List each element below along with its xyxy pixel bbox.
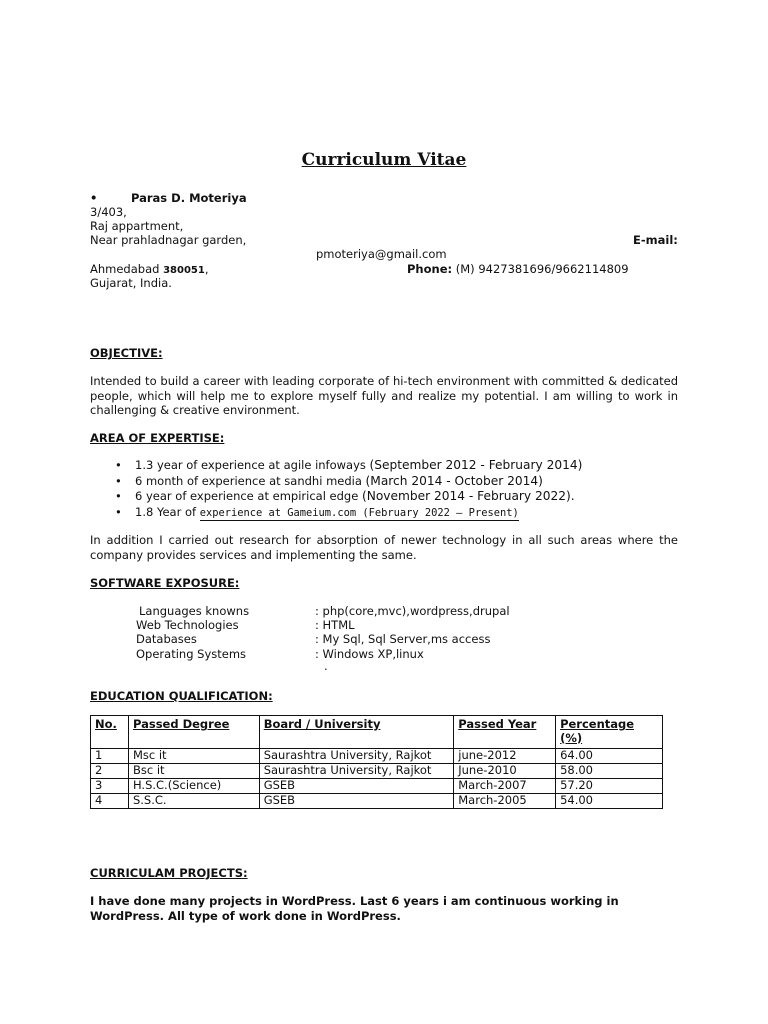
- list-item: • 6 month of experience at sandhi media (March 2014 - October 2014): [107, 474, 582, 490]
- objective-text: Intended to build a career with leading corporate of hi-tech environment with committed & dedicated people, which will help me to explore myself fully and realize my potential. I am willing to work in challenging & creative environment.: [90, 374, 678, 417]
- software-heading: SOFTWARE EXPOSURE:: [90, 576, 240, 590]
- table-cell: Saurashtra University, Rajkot: [259, 764, 454, 779]
- software-value: : Windows XP,linux: [315, 647, 424, 661]
- expertise-list: [107, 458, 582, 520]
- table-cell: Msc it: [128, 749, 259, 764]
- city-line: Ahmedabad 380051,: [90, 262, 209, 276]
- software-value: : php(core,mvc),wordpress,drupal: [315, 604, 510, 618]
- table-row: [91, 794, 663, 809]
- table-row: [91, 764, 663, 779]
- table-row: [91, 749, 663, 764]
- table-cell: H.S.C.(Science): [128, 779, 259, 794]
- software-value: : My Sql, Sql Server,ms access: [315, 632, 491, 646]
- table-cell: 4: [91, 794, 129, 809]
- table-row: [91, 779, 663, 794]
- list-item: • 1.8 Year of experience at Gameium.com (February 2022 – Present): [107, 505, 582, 521]
- table-cell: 54.00: [556, 794, 663, 809]
- phone-number: (M) 9427381696/9662114809: [455, 262, 629, 276]
- table-cell: Bsc it: [128, 764, 259, 779]
- software-label: Languages knowns: [139, 604, 250, 618]
- candidate-name: Paras D. Moteriya: [131, 191, 247, 205]
- table-cell: March-2007: [454, 779, 556, 794]
- list-item: • 1.3 year of experience at agile infoways (September 2012 - February 2014): [107, 458, 582, 474]
- table-cell: GSEB: [259, 779, 454, 794]
- pincode: 380051: [163, 265, 205, 276]
- table-cell: 2: [91, 764, 129, 779]
- table-cell: June-2010: [454, 764, 556, 779]
- table-cell: GSEB: [259, 794, 454, 809]
- education-heading: EDUCATION QUALIFICATION:: [90, 689, 273, 703]
- email-label: E-mail:: [633, 233, 678, 247]
- date-range: (September 2012 - February 2014): [369, 458, 583, 472]
- phone-label: Phone:: [407, 262, 453, 276]
- table-cell: 64.00: [556, 749, 663, 764]
- table-cell: March-2005: [454, 794, 556, 809]
- trailing-dot: .: [324, 659, 328, 673]
- table-cell: 58.00: [556, 764, 663, 779]
- city: Ahmedabad: [90, 262, 160, 276]
- table-header-row: [91, 716, 663, 749]
- column-header: Passed Year: [454, 716, 556, 749]
- column-header: Board / University: [259, 716, 454, 749]
- objective-heading: OBJECTIVE:: [90, 346, 163, 360]
- date-range: (November 2014 - February 2022).: [361, 489, 575, 503]
- email-address: pmoteriya@gmail.com: [316, 247, 447, 261]
- research-text: In addition I carried out research for absorption of newer technology in all such areas where the company provides services and implementing the same.: [90, 533, 678, 562]
- table-cell: 1: [91, 749, 129, 764]
- software-label: Web Technologies: [136, 618, 239, 632]
- table-cell: june-2012: [454, 749, 556, 764]
- column-header: Passed Degree: [128, 716, 259, 749]
- column-header: No.: [91, 716, 129, 749]
- country-line: Gujarat, India.: [90, 276, 172, 290]
- address-line: Near prahladnagar garden,: [90, 233, 247, 247]
- software-value: : HTML: [315, 618, 355, 632]
- projects-heading: CURRICULAM PROJECTS:: [90, 866, 248, 880]
- table-cell: 3: [91, 779, 129, 794]
- education-table: [90, 715, 663, 809]
- expertise-heading: AREA OF EXPERTISE:: [90, 431, 225, 445]
- column-header: Percentage (%): [556, 716, 663, 749]
- page-title: Curriculum Vitae: [301, 150, 467, 170]
- address-line: 3/403,: [90, 205, 127, 219]
- phone-line: [407, 262, 629, 276]
- software-label: Databases: [136, 632, 197, 646]
- name-bullet: •: [90, 191, 98, 205]
- software-label: Operating Systems: [136, 647, 247, 661]
- projects-text: I have done many projects in WordPress. Last 6 years i am continuous working in WordPress. All type of work done in WordPress.: [90, 894, 619, 923]
- list-item: • 6 year of experience at empirical edge (November 2014 - February 2022).: [107, 489, 582, 505]
- table-cell: S.S.C.: [128, 794, 259, 809]
- date-range: (March 2014 - October 2014): [365, 473, 543, 488]
- table-cell: Saurashtra University, Rajkot: [259, 749, 454, 764]
- address-line: Raj appartment,: [90, 219, 184, 233]
- table-cell: 57.20: [556, 779, 663, 794]
- gameium-experience: experience at Gameium.com (February 2022 – Present): [199, 506, 519, 519]
